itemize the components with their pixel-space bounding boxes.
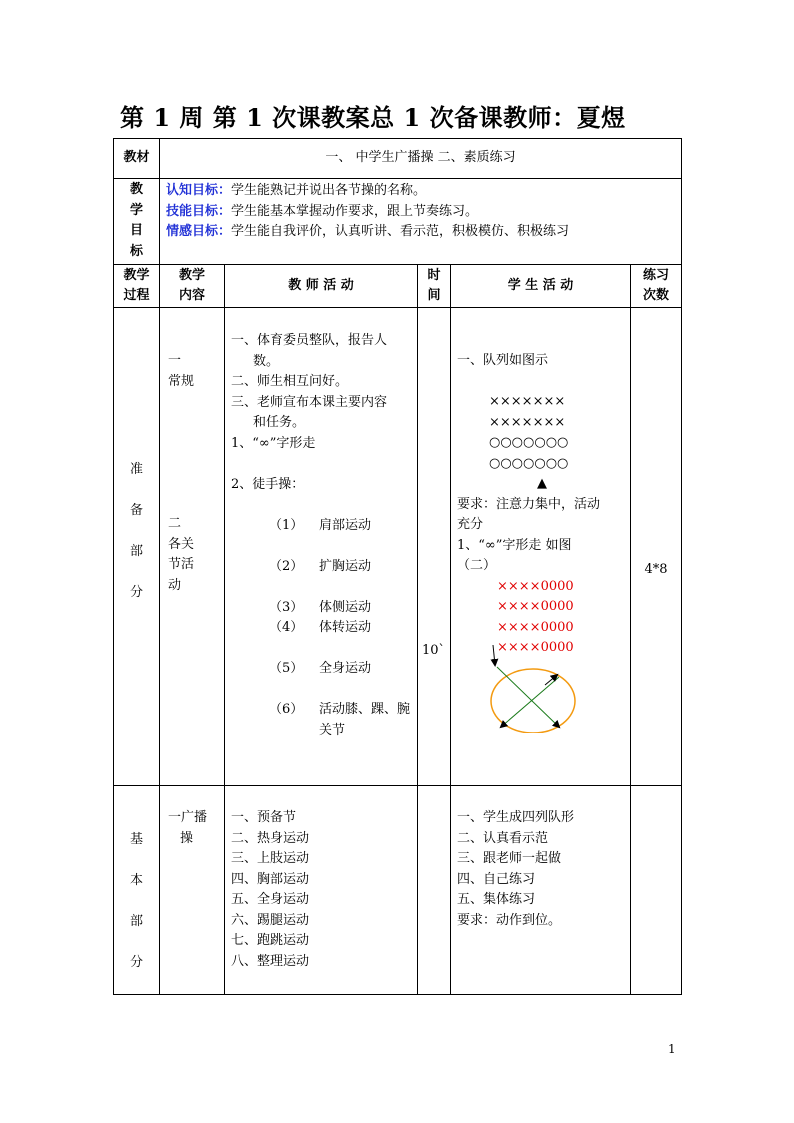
materials-value: 一、 中学生广播操 二、素质练习 [160, 139, 682, 179]
list-item: 三、跟老师一起做 [457, 851, 562, 866]
goal-affective: 情感目标：学生能自我评价，认真听讲、看示范，积极模仿、积极练习 [166, 224, 570, 239]
main-row [114, 786, 682, 995]
formation-row: ××××××× [489, 414, 566, 430]
goals-label: 教 学 目 标 [114, 179, 160, 265]
main-time [418, 786, 451, 995]
main-teacher [225, 786, 418, 995]
prep-reps: 4*8 [631, 308, 682, 786]
prep-time: 10` [418, 308, 451, 786]
header-content: 教学 内容 [160, 265, 225, 308]
page-number: 1 [668, 1042, 676, 1056]
list-item: 一、预备节 [231, 810, 297, 825]
list-item: 四、胸部运动 [231, 871, 310, 887]
lesson-plan-table [113, 138, 682, 995]
prep-content: 一 常规 二 各关 节活 动 [160, 308, 225, 786]
header-time: 时 间 [418, 265, 451, 308]
list-item: 四、自己练习 [457, 871, 536, 887]
formation-row: ××××0000 [497, 640, 574, 655]
teacher-position-marker: ▲ [537, 476, 547, 491]
figure-eight-diagram [483, 643, 579, 733]
list-item: 六、踢腿运动 [231, 912, 310, 928]
header-process: 教学 过程 [114, 265, 160, 308]
list-item: 五、集体练习 [457, 892, 536, 907]
header-reps: 练习 次数 [631, 265, 682, 308]
list-item: 二、热身运动 [231, 830, 310, 846]
prep-label: 准 备 部 分 [114, 308, 160, 786]
materials-row [114, 139, 682, 179]
main-label: 基 本 部 分 [114, 786, 160, 995]
materials-label: 教材 [114, 139, 160, 179]
formation-row: ××××0000 [497, 619, 574, 635]
formation-row: ○○○○○○○ [489, 435, 569, 450]
walk-path-ellipse [491, 669, 575, 733]
list-item: 八、整理运动 [231, 953, 310, 969]
goals-content [160, 179, 682, 265]
goal-skill: 技能目标：学生能基本掌握动作要求，跟上节奏练习。 [166, 203, 479, 219]
prep-row [114, 308, 682, 786]
list-item: 五、全身运动 [231, 892, 310, 907]
main-reps [631, 786, 682, 995]
page-title: 第 1 周 第 1 次课教案总 1 次备课教师：夏煜 [120, 103, 626, 132]
arrow-line [497, 667, 559, 727]
prep-teacher: 一、体育委员整队，报告人 数。 二、师生相互问好。 三、老师宣布本课主要内容 和任务。 1、“∞”字形走 2、徒手操： （1） 肩部运动 （2） 扩胸运动 （3） 体侧运动 （4） 体转运动 （5） 全身运动 （6） 活动膝、踝、腕 关节 [225, 308, 418, 786]
goal-cognitive: 认知目标：学生能熟记并说出各节操的名称。 [166, 183, 427, 198]
list-item: 一、学生成四列队形 [457, 810, 575, 825]
main-student [451, 786, 631, 995]
list-item: 要求：动作到位。 [457, 912, 562, 928]
arrow-line [501, 677, 559, 727]
list-item: 二、认真看示范 [457, 830, 549, 846]
formation-row: ××××0000 [497, 599, 574, 614]
header-teacher: 教 师 活 动 [225, 265, 418, 308]
main-content: 一广播 操 [160, 786, 225, 995]
formation-row: ○○○○○○○ [489, 455, 569, 471]
header-row [114, 265, 682, 308]
header-student: 学 生 活 动 [451, 265, 631, 308]
formation-row: ××××0000 [497, 578, 574, 594]
goals-row [114, 179, 682, 265]
prep-student: 一、队列如图示 ××××××× ××××××× ○○○○○○○ ○○○○○○○ ▲ 要求：注意力集中，活动 充分 1、“∞”字形走 如图 （二） ××××0000 ××××0000 ××××0000 ××××0000 [451, 308, 631, 786]
list-item: 三、上肢运动 [231, 851, 310, 866]
arrow-line [493, 645, 495, 665]
list-item: 七、跑跳运动 [231, 933, 310, 948]
formation-row: ××××××× [489, 394, 566, 409]
